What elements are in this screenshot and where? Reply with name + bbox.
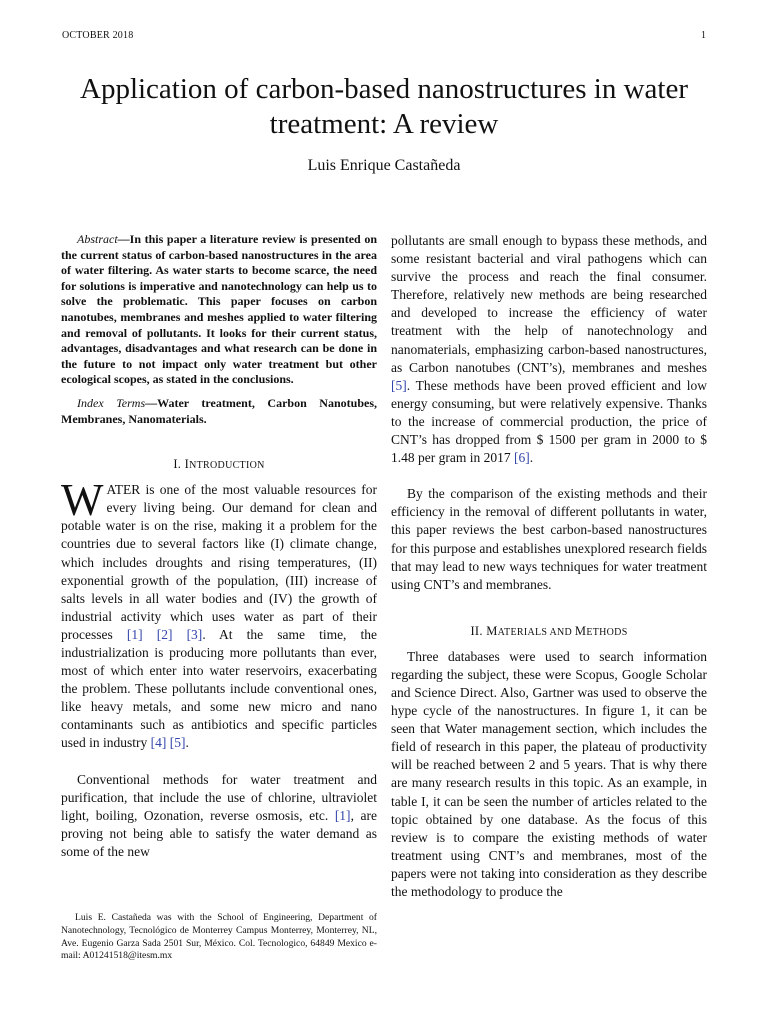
text-run: . xyxy=(529,450,534,466)
intro-paragraph-3: By the comparison of the existing methods and their efficiency in the removal of different pollutants in water, this paper reviews the best carbon-based nanostructures for this purpose and establishes unexplored research fields that may lead to new ways techniques for water treatment using CNT’s and membranes. xyxy=(391,486,707,592)
left-column xyxy=(61,232,377,861)
abstract-label: Abstract xyxy=(77,232,118,246)
intro-paragraph-1: WATER is one of the most valuable resources for every living being. Our demand for clean and potable water is on the rise, making it a problem for the countries due to several factors like (I) climate change, which includes droughts and rising temperatures, (II) exponential growth of the population, (III) increase of salts levels in all water bodies and (IV) the growth of industrial activity which uses water as part of their processes [1] [2] [3]. At the same time, the industrialization is producing more pollutants than ever, most of which enter into water reservoirs, exacerbating the problem. These pollutants include conventional ones, like heavy metals, and some new micro and nano contaminants such as antibiotics and specific particles used in industry [4] [5]. xyxy=(61,475,378,751)
drop-cap: W xyxy=(61,475,104,526)
index-terms-text: —Water treatment, Carbon Nanotubes, Membranes, Nanomaterials. xyxy=(61,395,377,426)
author-name: Luis Enrique Castañeda xyxy=(307,157,461,174)
section-numeral: II. xyxy=(470,623,487,638)
citation-link[interactable]: [6] xyxy=(513,450,530,466)
citation-link[interactable]: [3] xyxy=(186,626,203,642)
citation-link[interactable]: [2] xyxy=(156,626,173,642)
running-header-date: OCTOBER 2018 xyxy=(62,30,134,41)
intro-paragraph-2: Conventional methods for water treatment and purification, that include the use of chlorine, ultraviolet light, boiling, Ozonation, reverse osmosis, etc. [1], are proving not being able to satisfy the water demand as some of the new xyxy=(61,771,377,859)
citation-link[interactable]: [4] xyxy=(150,735,167,751)
section-heading-introduction: I. INTRODUCTION xyxy=(173,457,265,472)
author-affiliation-footnote: Luis E. Castañeda was with the School of Engineering, Department of Nanotechnology, Tecnológico de Monterrey Campus Monterrey, Monterrey, NL, Ave. Eugenio Garza Sada 2501 Sur, México. Col. Tecnologico, 64849 Mexico e-mail: A01241518@itesm.mx xyxy=(61,912,377,962)
heading-smallcaps: ETHODS xyxy=(586,626,628,638)
abstract xyxy=(61,232,377,388)
index-terms-label: Index Terms xyxy=(77,395,146,410)
citation-link[interactable]: [1] xyxy=(126,626,143,642)
section-heading-materials-methods xyxy=(391,624,707,639)
citation-link[interactable]: [5] xyxy=(391,377,407,393)
right-column xyxy=(391,232,707,901)
index-terms xyxy=(61,396,377,427)
text-run: . These methods have been proved efficient and low energy consuming, but were relatively expensive. Thanks to the increase of commercial production, the price of CNT’s has dropped from $ 1500 per gram in 2000 to $ 1.48 per gram in 2017 xyxy=(391,377,707,466)
methods-paragraph-1: Three databases were used to search information regarding the subject, these were Scopus, Google Scholar and Science Direct. Also, Gartner was used to observe the hype cycle of the nanostructures. In figure 1, it can be seen that Water management section, which includes the field of research in this paper, the plateau of productivity will be reached between 2 and 5 years. That is why there are many research results in this topic. As an example, in table I, it can be seen the number of articles related to the topic obtained by one database. As the focus of this review is to compare the existing methods of water treatment using CNT’s and membranes, most of the papers were not taking into consideration as they describe the methodology to produce the xyxy=(391,648,707,899)
abstract-text: —In this paper a literature review is presented on the current status of carbon-based nanostructures in the area of water filtering. As water starts to become scarce, the need for solutions is imperative and nanotechnology can help us to solve the problematic. This paper focuses on carbon nanotubes, membranes and meshes applied to water filtering and removal of pollutants. It looks for their current status, advantages, disadvantages and what research can be done in the future to not impact only water treatment but other ecological scopes, as stated in the conclusions. xyxy=(61,232,377,387)
page-number: 1 xyxy=(701,30,706,41)
heading-initial: M xyxy=(574,623,587,638)
citation-link[interactable]: [1] xyxy=(334,807,351,823)
text-run: pollutants are small enough to bypass these methods, and some resistant bacterial and viral pathogens which can survive the process and reach the final consumer. Therefore, relatively new methods are being researched and developed to increase the efficiency of water treatment with the help of nanotechnology and nanomaterials, emphasizing carbon-based nanostructures, as Carbon nanotubes (CNT’s), membranes and meshes xyxy=(391,233,707,375)
heading-smallcaps: ATERIALS AND xyxy=(497,626,575,638)
heading-initial: M xyxy=(486,623,498,638)
intro-paragraph-2-continued xyxy=(391,232,707,467)
paper-title: Application of carbon-based nanostructures in water treatment: A review xyxy=(80,73,688,140)
citation-link[interactable]: [5] xyxy=(169,735,186,751)
